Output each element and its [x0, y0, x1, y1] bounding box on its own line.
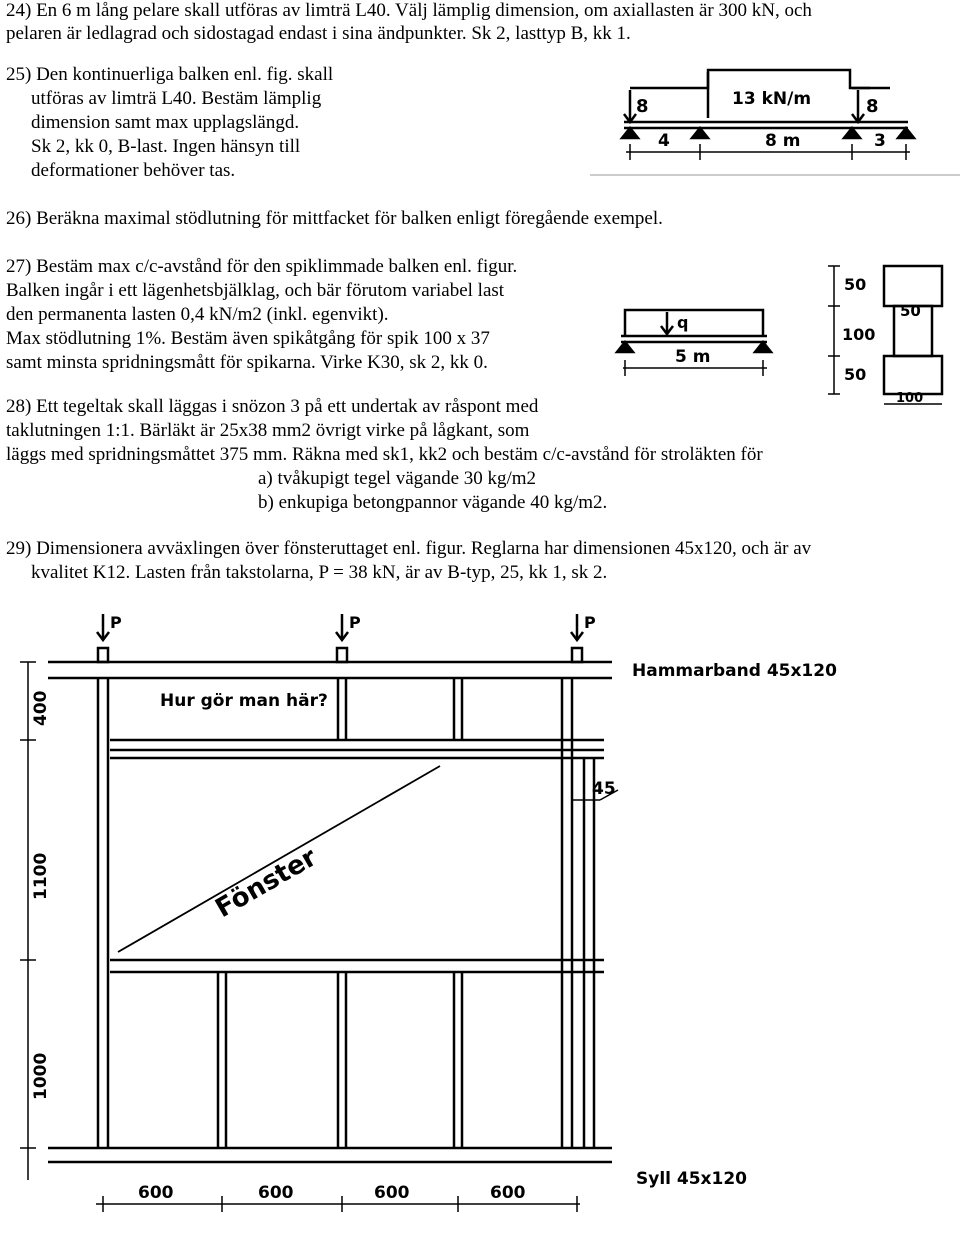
- p29-line1: 29) Dimensionera avväxlingen över fönsteruttaget enl. figur. Reglarna har dimensionen 45x120, och är av: [6, 538, 812, 559]
- p27-line4: Max stödlutning 1%. Bestäm även spikåtgång för spik 100 x 37: [6, 328, 490, 349]
- bottom-dim-2: 600: [258, 1183, 294, 1203]
- wall-framing-figure: [0, 600, 960, 1240]
- p24-line2: pelaren är ledlagrad och sidostagad endast i sina ändpunkter. Sk 2, lasttyp B, kk 1.: [6, 23, 631, 44]
- hammarband-label: Hammarband 45x120: [632, 661, 837, 681]
- window-label: Fönster: [210, 842, 323, 925]
- beam-load-label: q: [677, 313, 689, 332]
- beam-span-label: 5 m: [675, 347, 711, 367]
- p28-line4: a) tvåkupigt tegel vägande 30 kg/m2: [258, 468, 537, 489]
- bottom-dim-4: 600: [490, 1183, 526, 1203]
- p28-line2: taklutningen 1:1. Bärläkt är 25x38 mm2 övrigt virke på lågkant, som: [6, 420, 530, 441]
- simple-beam-figure: [595, 296, 795, 386]
- span-left-label: 4: [658, 131, 670, 151]
- p27-line2: Balken ingår i ett lägenhetsbjälklag, och bär förutom variabel last: [6, 280, 505, 301]
- syll-label: Syll 45x120: [636, 1169, 748, 1189]
- p25-line5: deformationer behöver tas.: [31, 160, 236, 181]
- point-load-left-label: 8: [636, 96, 649, 117]
- span-right-label: 3: [874, 131, 886, 151]
- cross-section-figure: [820, 258, 955, 418]
- p25-line3: dimension samt max upplagslängd.: [31, 112, 300, 133]
- section-width: 100: [896, 391, 924, 406]
- span-mid-label: 8 m: [765, 131, 801, 151]
- p28-line5: b) enkupiga betongpannor vägande 40 kg/m2.: [258, 492, 608, 513]
- dim-1000-label: 1000: [31, 1052, 51, 1100]
- load-p-left: P: [110, 613, 122, 632]
- p25-line1: 25) Den kontinuerliga balken enl. fig. skall: [6, 64, 334, 85]
- p24-line1: 24) En 6 m lång pelare skall utföras av limträ L40. Välj lämplig dimension, om axiallasten är 300 kN, och: [6, 0, 812, 21]
- p26-line1: 26) Beräkna maximal stödlutning för mittfacket för balken enligt föregående exempel.: [6, 208, 663, 229]
- p27-line3: den permanenta lasten 0,4 kN/m2 (inkl. egenvikt).: [6, 304, 389, 325]
- section-dim-bottom: 50: [844, 365, 867, 384]
- point-load-right-label: 8: [866, 96, 879, 117]
- p29-line2: kvalitet K12. Lasten från takstolarna, P = 38 kN, är av B-typ, 25, kk 1, sk 2.: [31, 562, 608, 583]
- dim-400-label: 400: [31, 690, 51, 726]
- section-dim-web: 50: [900, 302, 921, 320]
- p27-line5: samt minsta spridningsmått för spikarna. Virke K30, sk 2, kk 0.: [6, 352, 488, 373]
- p25-line4: Sk 2, kk 0, B-last. Ingen hänsyn till: [31, 136, 301, 157]
- section-dim-top: 50: [844, 275, 867, 294]
- p28-line1: 28) Ett tegeltak skall läggas i snözon 3 på ett undertak av råspont med: [6, 396, 539, 417]
- bottom-dim-1: 600: [138, 1183, 174, 1203]
- p28-line3: läggs med spridningsmåttet 375 mm. Räkna med sk1, kk2 och bestäm c/c-avstånd för stroläkten för: [6, 444, 763, 465]
- distributed-load-label: 13 kN/m: [732, 89, 812, 109]
- dim-1100-label: 1100: [31, 852, 51, 900]
- question-note: Hur gör man här?: [160, 691, 328, 711]
- p27-line1: 27) Bestäm max c/c-avstånd för den spiklimmade balken enl. figur.: [6, 256, 518, 277]
- load-p-mid: P: [349, 613, 361, 632]
- bottom-dim-3: 600: [374, 1183, 410, 1203]
- continuous-beam-figure: [590, 60, 960, 180]
- p25-line2: utföras av limträ L40. Bestäm lämplig: [31, 88, 322, 109]
- dim-45-label: 45: [592, 779, 616, 799]
- section-dim-100: 100: [842, 325, 876, 344]
- load-p-right: P: [584, 613, 596, 632]
